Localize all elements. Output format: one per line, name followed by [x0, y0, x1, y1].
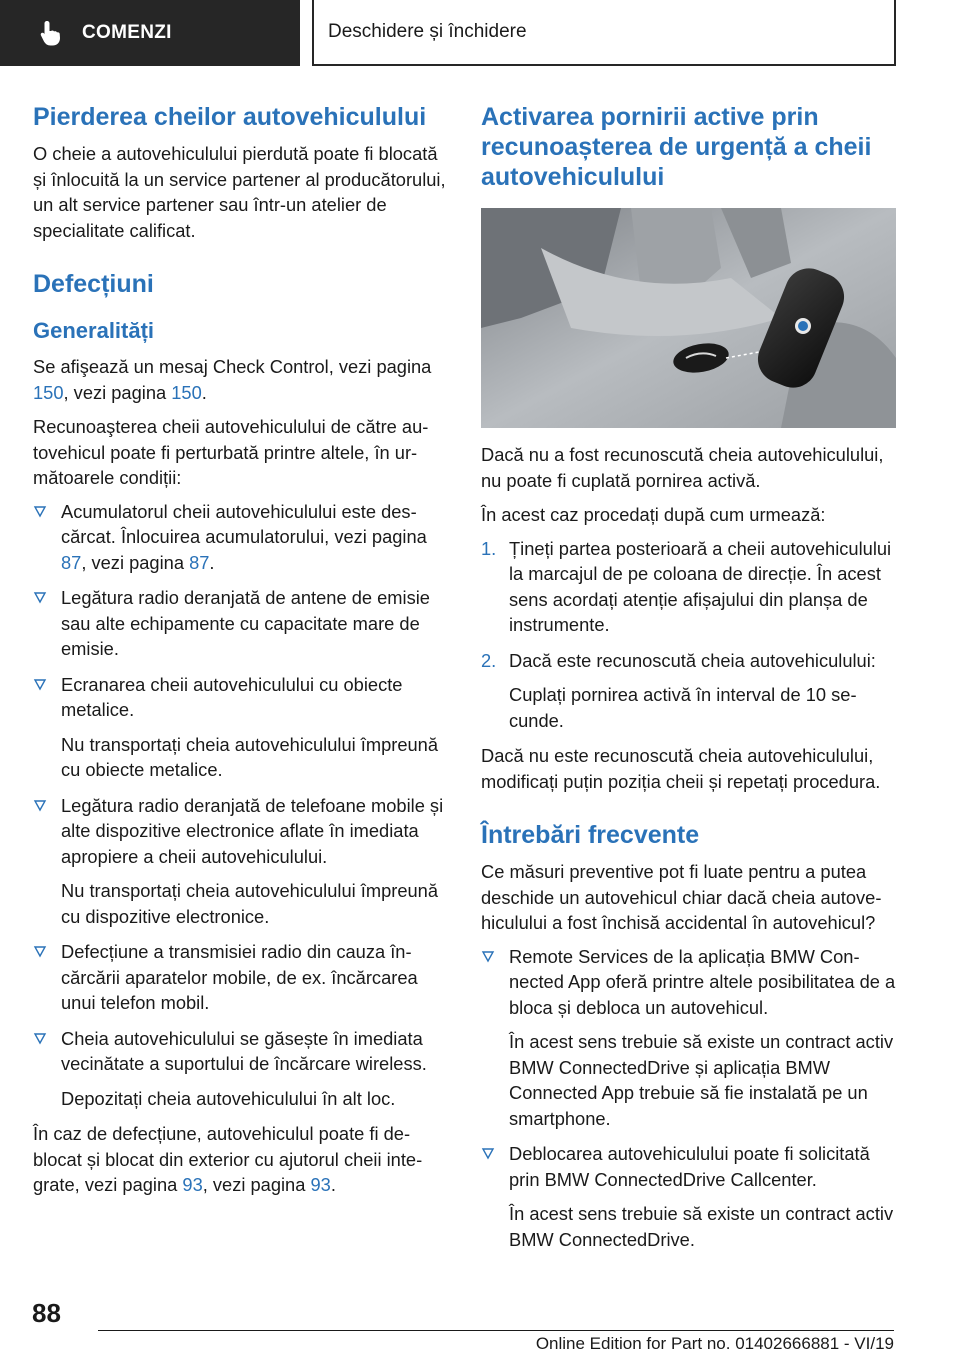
triangle-bullet-icon: [33, 1032, 47, 1046]
triangle-bullet-icon: [33, 799, 47, 813]
list-item: Ecranarea cheii autovehiculului cu obiecte metalice. Nu transportați cheia autovehiculului împreună cu obiecte metalice.: [33, 672, 448, 783]
list-item: Deblocarea autovehiculului poate fi solicitată prin BMW ConnectedDrive Callcenter. În acest sens trebuie să existe un contract activ BMW ConnectedDrive.: [481, 1141, 896, 1252]
pointing-hand-icon: [36, 18, 66, 48]
paragraph-faq-question: Ce măsuri preventive pot fi luate pentru a putea deschide un autovehicul chiar dacă cheia autovehiculului a fost închisă accidental în autovehicul?: [481, 861, 882, 933]
footer-edition: Online Edition for Part no. 01402666881 - VI/19: [535, 1334, 894, 1353]
list-item: Remote Services de la aplicația BMW Connected App oferă printre altele posibilitatea de a bloca și debloca un autovehicul. În acest sens trebuie să existe un contract activ BMW ConnectedDrive și aplicația BMW Connected App trebuie să fie instalată pe un smartphone.: [481, 944, 896, 1132]
heading-emergency-recognition: Activarea pornirii active prin recunoașterea de urgență a cheii autovehiculului: [481, 103, 872, 191]
triangle-bullet-icon: [33, 678, 47, 692]
conditions-list: [33, 499, 448, 1112]
heading-lost-keys: Pierderea cheilor autovehiculului: [33, 103, 427, 131]
paragraph-check-control: Se afişează un mesaj Check Control, vezi pagina 150, vezi pagina 150.: [33, 356, 432, 403]
paragraph-recognition: Recunoaşterea cheii autovehiculului de către autovehicul poate fi perturbată printre altele, în următoarele condiții:: [33, 416, 429, 488]
step-number: 1.: [481, 537, 497, 559]
paragraph-fault-unlock: În caz de defecțiune, autovehiculul poate fi deblocat și blocat din exterior cu ajutorul cheii integrate, vezi pagina 93, vezi pagina 93.: [33, 1123, 423, 1195]
list-item: Legătura radio deranjată de antene de emisie sau alte echipamente cu capacitate mare de emisie.: [33, 585, 448, 662]
faq-list: [481, 944, 896, 1253]
triangle-bullet-icon: [481, 950, 495, 964]
chapter-title: Deschidere și închidere: [328, 21, 527, 42]
heading-faq: Întrebări frecvente: [481, 821, 700, 849]
heading-faults: Defecțiuni: [33, 270, 154, 298]
paragraph-retry: Dacă nu este recunoscută cheia autovehiculului, modificați puțin poziția cheii și repetați procedura.: [481, 745, 881, 792]
section-tab[interactable]: [0, 0, 300, 66]
triangle-bullet-icon: [33, 505, 47, 519]
right-column: [481, 102, 896, 1262]
section-label: COMENZI: [82, 22, 172, 43]
page-link[interactable]: 150: [171, 381, 202, 403]
paragraph-procedure: În acest caz procedați după cum urmează:: [481, 504, 826, 525]
paragraph-not-recognized: Dacă nu a fost recunoscută cheia autovehiculului, nu poate fi cuplată pornirea activă.: [481, 444, 884, 491]
chapter-header: [312, 0, 896, 66]
list-item: Acumulatorul cheii autovehiculului este descărcat. Înlocuirea acumulatorului, vezi pagina 87, vezi pagina 87.: [33, 499, 448, 576]
footer-divider: [98, 1330, 894, 1331]
step-number: 2.: [481, 649, 497, 671]
page-number: 88: [32, 1298, 61, 1328]
paragraph-lost-keys: O cheie a autovehiculului pierdută poate fi blocată și înlocuită la un service partener al producătorului, un alt service partener sau într-un atelier de specialitate calificat.: [33, 143, 446, 241]
page-link[interactable]: 150: [33, 381, 64, 403]
triangle-bullet-icon: [481, 1147, 495, 1161]
page-link[interactable]: 93: [182, 1174, 203, 1195]
page-link[interactable]: 93: [310, 1174, 331, 1195]
list-item: Cheia autovehiculului se găsește în imediata vecinătate a suportului de încărcare wireless. Depozitați cheia autovehiculului în alt loc.: [33, 1026, 448, 1112]
list-item: Legătura radio deranjată de telefoane mobile și alte dispozitive electronice aflate în imediata apropiere a cheii autovehiculului. Nu transportați cheia autovehiculului împreună cu dispozitive electronice.: [33, 793, 448, 930]
triangle-bullet-icon: [33, 945, 47, 959]
left-column: [33, 102, 448, 1198]
steps-list: [481, 536, 896, 734]
steering-column-key-photo: [481, 208, 896, 428]
list-item: 1. Țineți partea posterioară a cheii autovehiculului la marcajul de pe coloana de direcție. În acest sens acordați atenție afișajului din planșa de instrumente.: [481, 537, 892, 635]
page-link[interactable]: 87: [189, 551, 210, 573]
list-item: Defecțiune a transmisiei radio din cauza încărcării aparatelor mobile, de ex. încărcarea unui telefon mobil.: [33, 939, 448, 1016]
list-item: 2. Dacă este recunoscută cheia autovehiculului: Cuplați pornirea activă în interval de 10 secunde.: [481, 649, 876, 731]
triangle-bullet-icon: [33, 591, 47, 605]
page-link[interactable]: 87: [61, 551, 82, 573]
heading-general: Generalități: [33, 318, 155, 343]
